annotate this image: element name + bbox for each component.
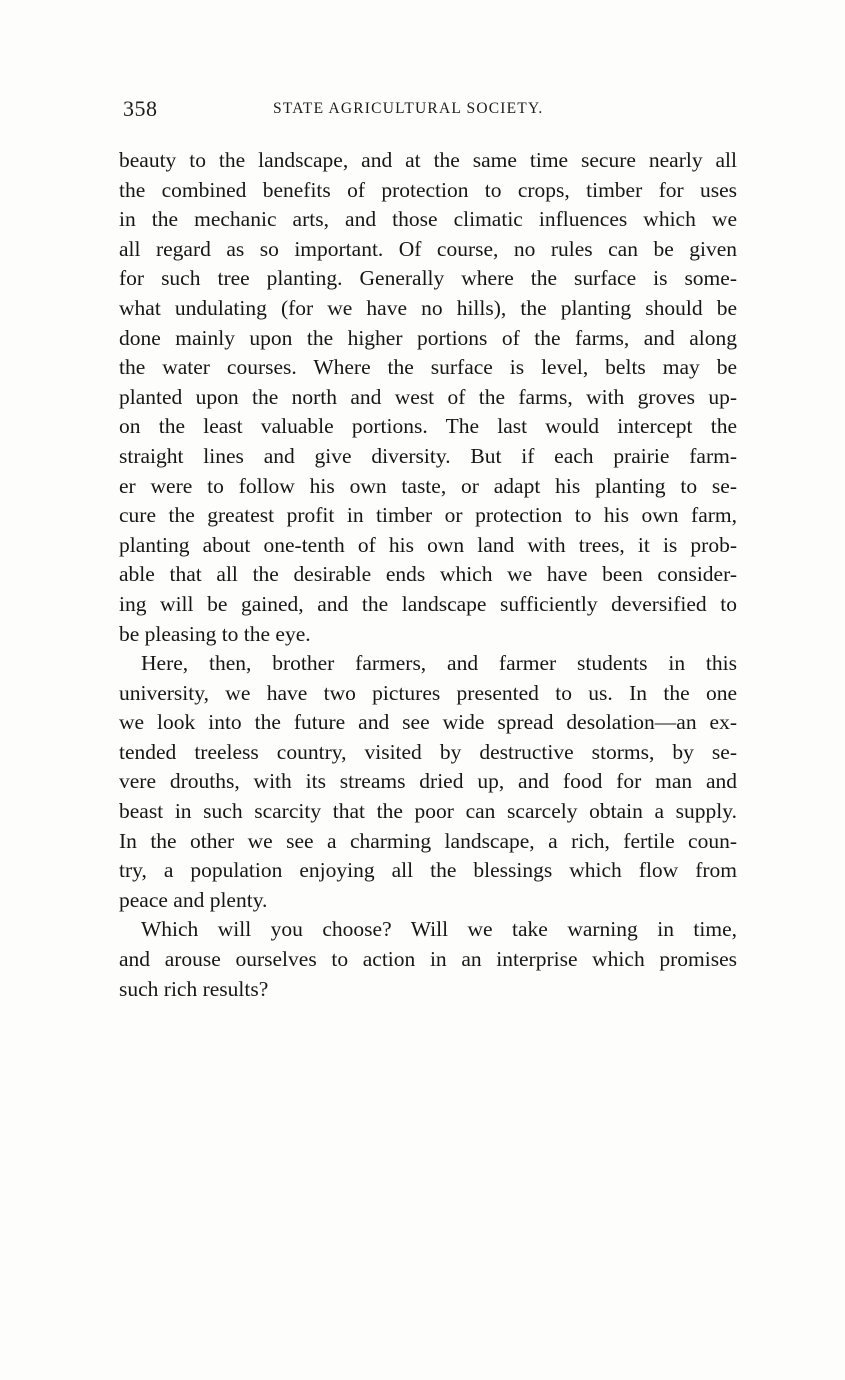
text-line: and arouse ourselves to action in an interprise which promises	[119, 947, 737, 972]
text-line: such rich results?	[119, 976, 269, 1001]
text-line: straight lines and give diversity. But if each prairie farm-	[119, 443, 737, 468]
text-line: beast in such scarcity that the poor can scarcely obtain a supply.	[119, 799, 737, 824]
text-line: be pleasing to the eye.	[119, 621, 311, 646]
text-line: vere drouths, with its streams dried up, and food for man and	[119, 769, 737, 794]
text-line: beauty to the landscape, and at the same time secure nearly all	[119, 148, 737, 172]
text-line: tended treeless country, visited by destructive storms, by se-	[119, 739, 737, 764]
paragraph-3	[119, 915, 737, 1004]
running-head: STATE AGRICULTURAL SOCIETY.	[273, 100, 544, 117]
paragraph-1	[119, 146, 737, 649]
text-line: peace and plenty.	[119, 887, 268, 912]
text-line: for such tree planting. Generally where the surface is some-	[119, 266, 737, 291]
text-line: able that all the desirable ends which we have been consider-	[119, 562, 737, 587]
text-line: university, we have two pictures presented to us. In the one	[119, 680, 737, 705]
text-line: all regard as so important. Of course, no rules can be given	[119, 236, 737, 261]
text-line: done mainly upon the higher portions of the farms, and along	[119, 325, 737, 350]
text-line: on the least valuable portions. The last would intercept the	[119, 414, 737, 439]
text-line: Here, then, brother farmers, and farmer students in this	[141, 651, 737, 676]
text-line: planted upon the north and west of the farms, with groves up-	[119, 384, 737, 409]
text-line: what undulating (for we have no hills), the planting should be	[119, 295, 737, 320]
text-line: er were to follow his own taste, or adapt his planting to se-	[119, 473, 737, 498]
text-line: planting about one-tenth of his own land with trees, it is prob-	[119, 532, 737, 557]
paragraph-2	[119, 649, 737, 915]
page-number: 358	[123, 96, 158, 121]
text-line: Which will you choose? Will we take warning in time,	[141, 917, 737, 942]
text-line: ing will be gained, and the landscape sufficiently deversified to	[119, 591, 737, 616]
text-line: cure the greatest profit in timber or protection to his own farm,	[119, 503, 737, 528]
text-line: in the mechanic arts, and those climatic influences which we	[119, 207, 737, 232]
text-line: try, a population enjoying all the blessings which flow from	[119, 858, 737, 883]
body-text	[119, 146, 737, 1004]
text-line: we look into the future and see wide spread desolation—an ex-	[119, 710, 737, 735]
text-line: In the other we see a charming landscape, a rich, fertile coun-	[119, 828, 737, 853]
text-line: the water courses. Where the surface is level, belts may be	[119, 355, 737, 380]
text-line: the combined benefits of protection to crops, timber for uses	[119, 177, 737, 202]
page-header	[123, 96, 743, 126]
